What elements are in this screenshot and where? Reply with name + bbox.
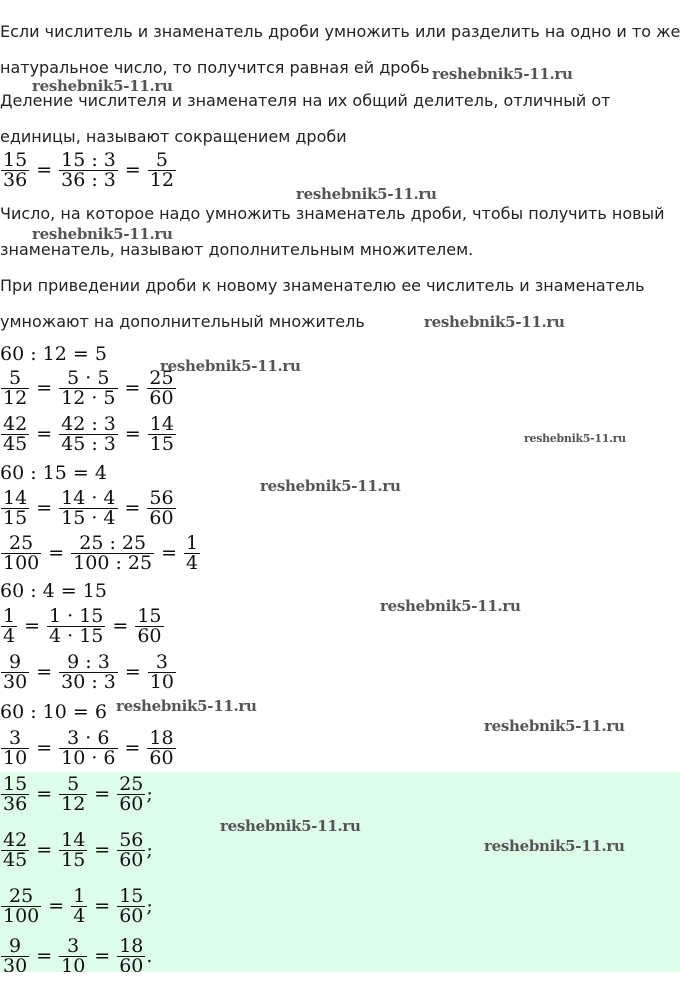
watermark: reshebnik5-11.ru <box>32 225 173 243</box>
fraction: $\frac{5}{12}$ <box>149 148 174 191</box>
watermark: reshebnik5-11.ru <box>524 432 626 445</box>
watermark: reshebnik5-11.ru <box>432 65 573 83</box>
fraction: $\frac{15 : 3}{36 : 3}$ <box>61 148 116 191</box>
calc-fraction-4: $\frac{25}{100}$ = $\frac{25 : 25}{100 : 25}$ = $\frac{1}{4}$ <box>3 531 199 574</box>
answer-row-1: $\frac{15}{36}$ = $\frac{5}{12}$ = $\frac{25}{60}$ ; <box>3 772 153 815</box>
calc-fraction-1: $\frac{5}{12}$ = $\frac{5 \cdot 5}{12 \cdot 5}$ = $\frac{25}{60}$ <box>3 366 174 409</box>
rule-text-1a: Если числитель и знаменатель дроби умножить или разделить на одно и то же <box>0 22 680 41</box>
calc-fraction-3: $\frac{14}{15}$ = $\frac{14 \cdot 4}{15 \cdot 4}$ = $\frac{56}{60}$ <box>3 486 174 529</box>
calc-fraction-5: $\frac{1}{4}$ = $\frac{1 \cdot 15}{4 \cdot 15}$ = $\frac{15}{60}$ <box>3 604 162 647</box>
watermark: reshebnik5-11.ru <box>260 477 401 495</box>
watermark: reshebnik5-11.ru <box>424 313 565 331</box>
watermark: reshebnik5-11.ru <box>160 357 301 375</box>
rule-text-1b: натуральное число, то получится равная ей дробь <box>0 58 430 77</box>
watermark: reshebnik5-11.ru <box>220 817 361 835</box>
calc-line-2: 60 : 15 = 4 <box>0 462 107 484</box>
answer-box <box>0 772 680 972</box>
answer-row-2: $\frac{42}{45}$ = $\frac{14}{15}$ = $\frac{56}{60}$ ; <box>3 828 153 871</box>
rule-text-4a: При приведении дроби к новому знаменателю ее числитель и знаменатель <box>0 276 645 295</box>
watermark: reshebnik5-11.ru <box>296 185 437 203</box>
watermark: reshebnik5-11.ru <box>380 597 521 615</box>
calc-line-3: 60 : 4 = 15 <box>0 580 107 602</box>
calc-fraction-2: $\frac{42}{45}$ = $\frac{42 : 3}{45 : 3}$ = $\frac{14}{15}$ <box>3 412 174 455</box>
fraction: $\frac{15}{36}$ <box>3 148 28 191</box>
rule-text-3b: знаменатель, называют дополнительным множителем. <box>0 240 474 259</box>
answer-row-3: $\frac{25}{100}$ = $\frac{1}{4}$ = $\frac{15}{60}$ ; <box>3 884 153 927</box>
calc-fraction-6: $\frac{9}{30}$ = $\frac{9 : 3}{30 : 3}$ = $\frac{3}{10}$ <box>3 650 174 693</box>
watermark: reshebnik5-11.ru <box>32 77 173 95</box>
watermark: reshebnik5-11.ru <box>484 717 625 735</box>
calc-line-4: 60 : 10 = 6 <box>0 701 107 723</box>
example-reduction: $\frac{15}{36}$ = $\frac{15 : 3}{36 : 3}$ = $\frac{5}{12}$ <box>3 148 174 191</box>
calc-fraction-7: $\frac{3}{10}$ = $\frac{3 \cdot 6}{10 \cdot 6}$ = $\frac{18}{60}$ <box>3 726 174 769</box>
watermark: reshebnik5-11.ru <box>484 837 625 855</box>
rule-text-2a: Деление числителя и знаменателя на их общий делитель, отличный от <box>0 91 611 110</box>
watermark: reshebnik5-11.ru <box>116 697 257 715</box>
rule-text-4b: умножают на дополнительный множитель <box>0 312 365 331</box>
calc-line-1: 60 : 12 = 5 <box>0 343 107 365</box>
answer-row-4: $\frac{9}{30}$ = $\frac{3}{10}$ = $\frac{18}{60}$ . <box>3 934 153 972</box>
rule-text-2b: единицы, называют сокращением дроби <box>0 127 347 146</box>
rule-text-3a: Число, на которое надо умножить знаменатель дроби, чтобы получить новый <box>0 204 665 223</box>
